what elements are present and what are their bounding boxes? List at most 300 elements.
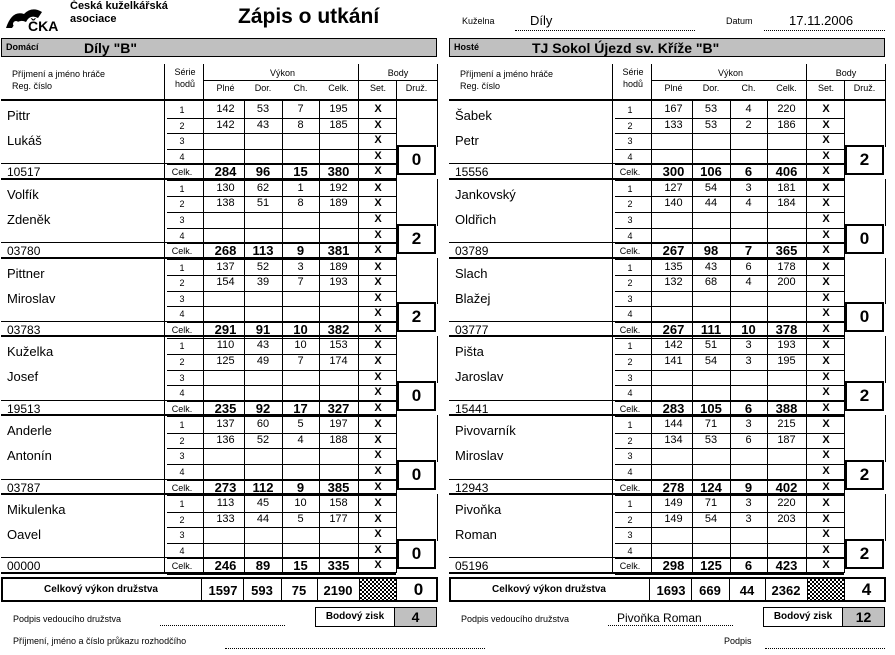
player-firstname: Josef	[7, 369, 39, 385]
set-x-mark: X	[822, 244, 830, 257]
col-serie-label: Série	[174, 67, 196, 77]
col-serie-label: Série	[622, 67, 644, 77]
header-divider	[651, 80, 806, 81]
column-divider	[612, 336, 613, 415]
player-reg-number: 03787	[7, 480, 41, 495]
player-surname: Jankovský	[455, 186, 516, 202]
serie-value: 5	[297, 512, 304, 525]
total-row-line	[449, 321, 844, 322]
serie-value: 141	[664, 354, 683, 367]
cka-logo	[2, 2, 64, 34]
column-divider	[612, 494, 613, 573]
total-value: 112	[252, 479, 274, 495]
total-value: 113	[252, 243, 274, 259]
column-divider	[282, 494, 283, 573]
serie-value: 137	[216, 418, 235, 431]
celk-label: Celk.	[619, 482, 641, 493]
total-row-line	[1, 242, 396, 243]
set-x-mark: X	[822, 149, 830, 162]
summary-points: 4	[861, 580, 872, 599]
column-divider	[806, 100, 807, 179]
player-reg-number: 05196	[455, 559, 489, 574]
set-x-mark: X	[374, 244, 382, 257]
serie-number: 2	[179, 356, 185, 367]
set-x-mark: X	[822, 543, 830, 556]
serie-value: 130	[216, 181, 235, 194]
player-block	[1, 336, 438, 415]
serie-value: 137	[216, 260, 235, 273]
set-x-mark: X	[374, 228, 382, 241]
celk-label: Celk.	[171, 167, 193, 178]
home-team-name: Díly "B"	[84, 40, 137, 56]
serie-value: 39	[256, 276, 270, 289]
player-reg-number: 03777	[455, 322, 489, 337]
serie-value: 127	[664, 181, 683, 194]
column-divider	[164, 258, 165, 337]
celk-label: Celk.	[619, 403, 641, 414]
player-reg-number: 03783	[7, 322, 41, 337]
total-value: 267	[662, 321, 685, 337]
column-divider	[282, 100, 283, 179]
summary-value: 593	[251, 583, 273, 598]
column-divider	[437, 179, 438, 226]
away-sign-line	[608, 625, 733, 626]
set-x-mark: X	[374, 149, 382, 162]
serie-value: 142	[216, 103, 235, 115]
total-value: 6	[744, 400, 753, 416]
column-divider	[692, 179, 693, 258]
serie-value: 135	[664, 260, 683, 273]
row-divider	[615, 574, 844, 575]
column-divider	[651, 179, 652, 258]
set-x-mark: X	[374, 497, 382, 509]
set-x-mark: X	[374, 480, 382, 493]
player-reg-number: 03789	[455, 244, 489, 259]
column-divider	[767, 179, 768, 258]
header-divider	[612, 64, 613, 99]
serie-number: 3	[179, 293, 185, 304]
set-x-mark: X	[374, 433, 382, 446]
serie-value: 142	[216, 118, 235, 131]
serie-value: 178	[777, 260, 796, 273]
serie-number: 1	[627, 183, 633, 194]
summary-value: 1597	[208, 583, 238, 598]
column-divider	[358, 100, 359, 179]
total-row-line	[449, 163, 844, 164]
set-x-mark: X	[822, 449, 830, 462]
away-sign-value: Pivoňka Roman	[617, 611, 702, 625]
col-plne-label: Plné	[216, 83, 235, 93]
col-body-label: Body	[835, 68, 857, 78]
set-x-mark: X	[374, 322, 382, 335]
total-value: 298	[662, 558, 685, 574]
column-divider	[692, 258, 693, 337]
serie-value: 220	[777, 103, 796, 115]
set-x-mark: X	[822, 464, 830, 477]
column-divider	[319, 415, 320, 494]
row-divider	[167, 574, 396, 575]
player-reg-number: 15556	[455, 165, 489, 180]
player-block	[449, 179, 886, 258]
serie-value: 203	[777, 512, 796, 525]
datum-underline	[764, 30, 885, 31]
player-surname: Volfík	[7, 186, 39, 202]
serie-number: 3	[179, 451, 185, 462]
serie-value: 53	[704, 433, 718, 446]
set-x-mark: X	[822, 433, 830, 446]
set-x-mark: X	[374, 103, 382, 115]
team-points-box: 2	[845, 460, 884, 490]
serie-value: 188	[329, 433, 348, 446]
column-divider	[730, 494, 731, 573]
serie-value: 5	[297, 418, 304, 431]
serie-number: 3	[179, 214, 185, 225]
set-x-mark: X	[374, 418, 382, 431]
column-divider	[358, 336, 359, 415]
player-surname: Pivovarník	[455, 423, 516, 439]
set-x-mark: X	[822, 339, 830, 352]
serie-number: 4	[627, 466, 633, 477]
column-divider	[692, 100, 693, 179]
set-x-mark: X	[374, 134, 382, 147]
column-divider	[612, 415, 613, 494]
col-set-label: Set.	[369, 83, 386, 93]
total-value: 300	[662, 164, 685, 180]
away-summary-row	[449, 577, 886, 602]
total-value: 382	[327, 321, 350, 337]
column-divider	[319, 336, 320, 415]
serie-number: 4	[627, 309, 633, 320]
summary-divider	[844, 579, 845, 600]
serie-number: 1	[627, 105, 633, 115]
serie-number: 1	[179, 341, 185, 352]
celk-label: Celk.	[619, 167, 641, 178]
celk-label: Celk.	[171, 246, 193, 257]
set-x-mark: X	[374, 464, 382, 477]
player-firstname: Miroslav	[455, 448, 504, 464]
set-x-mark: X	[822, 354, 830, 367]
column-divider	[767, 100, 768, 179]
total-value: 9	[296, 243, 305, 259]
serie-value: 10	[294, 497, 307, 509]
column-divider	[692, 336, 693, 415]
total-value: 267	[662, 243, 685, 259]
column-divider	[806, 336, 807, 415]
column-divider	[164, 336, 165, 415]
set-x-mark: X	[374, 449, 382, 462]
player-surname: Kuželka	[7, 344, 54, 360]
serie-value: 134	[664, 433, 683, 446]
total-value: 98	[703, 243, 719, 259]
away-side-label: Hosté	[454, 42, 480, 52]
org-name-line1: Česká kuželkářská	[70, 0, 168, 12]
column-divider	[730, 100, 731, 179]
serie-value: 3	[745, 512, 752, 525]
serie-value: 53	[704, 103, 718, 115]
set-x-mark: X	[822, 181, 830, 194]
set-x-mark: X	[374, 339, 382, 352]
serie-value: 149	[664, 497, 683, 509]
serie-number: 3	[627, 136, 633, 147]
column-divider	[651, 100, 652, 179]
total-row-line	[1, 163, 396, 164]
column-divider	[319, 179, 320, 258]
player-firstname: Roman	[455, 527, 497, 542]
home-side-label: Domácí	[6, 42, 39, 52]
column-divider	[885, 415, 886, 462]
away-table-header	[449, 64, 886, 101]
player-firstname: Zdeněk	[7, 211, 51, 227]
summary-points: 0	[413, 580, 424, 599]
serie-number: 3	[179, 372, 185, 383]
celk-label: Celk.	[171, 324, 193, 335]
column-divider	[164, 100, 165, 179]
header-divider	[437, 64, 438, 99]
away-bodovy-zisk-label: Bodový zisk	[763, 607, 843, 627]
total-row-line	[449, 400, 844, 401]
summary-value: 1693	[656, 583, 686, 598]
serie-number: 1	[179, 262, 185, 273]
serie-value: 52	[256, 260, 270, 273]
set-x-mark: X	[822, 197, 830, 210]
summary-label: Celkový výkon družstva	[492, 584, 606, 595]
set-x-mark: X	[822, 559, 830, 572]
celk-label: Celk.	[171, 403, 193, 414]
serie-value: 7	[297, 276, 304, 289]
home-sign-line	[160, 625, 285, 626]
serie-number: 4	[179, 388, 185, 399]
serie-number: 4	[179, 230, 185, 241]
total-value: 17	[293, 400, 308, 416]
column-divider	[437, 336, 438, 383]
total-row-line	[449, 242, 844, 243]
col-ch-label: Ch.	[741, 83, 756, 93]
serie-value: 43	[256, 118, 270, 131]
col-celk-label: Celk.	[328, 83, 349, 93]
set-x-mark: X	[822, 418, 830, 431]
total-value: 91	[255, 321, 271, 337]
serie-value: 136	[216, 433, 235, 446]
serie-value: 44	[704, 197, 718, 210]
column-divider	[319, 494, 320, 573]
column-divider	[319, 100, 320, 179]
player-reg-number: 15441	[455, 401, 489, 416]
away-panel	[449, 64, 886, 574]
player-firstname: Oavel	[7, 527, 41, 542]
total-value: 246	[214, 558, 237, 574]
celk-label: Celk.	[619, 561, 641, 572]
player-surname: Pivoňka	[455, 502, 502, 517]
serie-value: 53	[256, 103, 270, 115]
serie-value: 51	[256, 197, 270, 210]
column-divider	[203, 179, 204, 258]
header-divider	[396, 81, 397, 99]
away-sign-label: Podpis vedoucího družstva	[461, 614, 570, 624]
serie-value: 174	[329, 354, 348, 367]
serie-number: 4	[179, 466, 185, 477]
player-firstname: Antonín	[7, 448, 52, 464]
team-points-box: 2	[397, 224, 436, 254]
serie-value: 197	[329, 418, 348, 431]
player-surname: Pittr	[7, 108, 31, 123]
serie-value: 149	[664, 512, 683, 525]
serie-value: 52	[256, 433, 270, 446]
team-points-box: 0	[397, 145, 436, 175]
col-player-label: Příjmení a jméno hráče	[460, 69, 554, 79]
col-body-label: Body	[387, 68, 409, 78]
total-value: 124	[700, 479, 722, 495]
celk-label: Celk.	[619, 246, 641, 257]
player-surname: Anderle	[7, 423, 52, 439]
header-divider	[164, 64, 165, 99]
serie-number: 1	[179, 499, 185, 509]
column-divider	[203, 415, 204, 494]
total-row-line	[449, 557, 844, 558]
serie-value: 138	[216, 197, 235, 210]
total-value: 6	[744, 164, 753, 180]
column-divider	[767, 494, 768, 573]
column-divider	[730, 415, 731, 494]
serie-value: 184	[777, 197, 796, 210]
column-divider	[730, 336, 731, 415]
team-points-box: 2	[845, 539, 884, 569]
column-divider	[203, 258, 204, 337]
column-divider	[203, 494, 204, 573]
total-value: 9	[744, 479, 753, 495]
team-points-box: 2	[845, 145, 884, 175]
serie-value: 200	[777, 276, 796, 289]
column-divider	[806, 258, 807, 337]
set-x-mark: X	[822, 528, 830, 541]
serie-value: 181	[777, 181, 796, 194]
header-divider	[806, 64, 807, 99]
serie-number: 3	[179, 136, 185, 147]
serie-value: 6	[745, 433, 752, 446]
serie-value: 189	[329, 197, 348, 210]
set-x-mark: X	[374, 559, 382, 572]
player-reg-number: 10517	[7, 165, 41, 180]
total-value: 10	[741, 321, 756, 337]
column-divider	[651, 336, 652, 415]
home-panel	[1, 64, 438, 574]
set-x-mark: X	[374, 165, 382, 178]
serie-number: 2	[179, 199, 185, 210]
serie-value: 62	[256, 181, 270, 194]
serie-number: 3	[627, 372, 633, 383]
total-value: 378	[775, 321, 798, 337]
serie-value: 153	[329, 339, 348, 352]
column-divider	[651, 494, 652, 573]
serie-value: 1	[297, 181, 304, 194]
total-value: 268	[214, 243, 237, 259]
serie-value: 133	[216, 512, 235, 525]
summary-value: 2190	[323, 583, 353, 598]
header-divider	[358, 80, 437, 81]
column-divider	[203, 336, 204, 415]
player-firstname: Miroslav	[7, 290, 56, 306]
serie-value: 177	[329, 512, 348, 525]
column-divider	[651, 415, 652, 494]
header-divider	[651, 64, 652, 99]
serie-number: 1	[179, 183, 185, 194]
serie-number: 2	[627, 356, 633, 367]
total-value: 7	[744, 243, 753, 259]
away-team-name: TJ Sokol Újezd sv. Kříže "B"	[532, 40, 720, 56]
total-value: 105	[700, 400, 722, 416]
column-divider	[730, 258, 731, 337]
column-divider	[244, 179, 245, 258]
home-bodovy-zisk-label: Bodový zisk	[315, 607, 395, 627]
set-x-mark: X	[374, 197, 382, 210]
summary-value: 669	[699, 583, 721, 598]
player-firstname: Blažej	[455, 290, 491, 306]
column-divider	[244, 100, 245, 179]
col-celk-label: Celk.	[776, 83, 797, 93]
serie-value: 192	[329, 181, 348, 194]
serie-value: 49	[256, 354, 270, 367]
summary-divider	[396, 579, 397, 600]
serie-value: 167	[664, 103, 683, 115]
serie-value: 3	[745, 354, 752, 367]
total-value: 89	[255, 558, 271, 574]
player-block	[449, 494, 886, 573]
serie-value: 4	[745, 276, 752, 289]
serie-number: 1	[627, 420, 633, 431]
serie-value: 7	[297, 354, 304, 367]
player-reg-number: 00000	[7, 559, 41, 574]
away-team-bar	[449, 38, 885, 57]
summary-label: Celkový výkon družstva	[44, 584, 158, 595]
column-divider	[358, 258, 359, 337]
player-firstname: Lukáš	[7, 133, 42, 148]
serie-value: 3	[745, 181, 752, 194]
column-divider	[885, 494, 886, 541]
col-plne-label: Plné	[664, 83, 683, 93]
player-surname: Pišta	[455, 344, 484, 360]
serie-number: 1	[179, 105, 185, 115]
player-surname: Mikulenka	[7, 502, 66, 517]
header-divider	[806, 80, 885, 81]
serie-value: 215	[777, 418, 796, 431]
set-x-mark: X	[822, 322, 830, 335]
serie-value: 154	[216, 276, 235, 289]
serie-value: 51	[704, 339, 718, 352]
column-divider	[244, 494, 245, 573]
set-x-mark: X	[822, 165, 830, 178]
column-divider	[164, 179, 165, 258]
serie-number: 3	[179, 530, 185, 541]
set-x-mark: X	[822, 276, 830, 289]
set-x-mark: X	[374, 212, 382, 225]
total-value: 125	[700, 558, 722, 574]
col-set-label: Set.	[817, 83, 834, 93]
column-divider	[244, 415, 245, 494]
set-x-mark: X	[822, 370, 830, 383]
total-value: 385	[327, 479, 350, 495]
column-divider	[692, 415, 693, 494]
col-druz-label: Druž.	[405, 83, 428, 93]
serie-value: 71	[704, 497, 718, 509]
serie-value: 195	[777, 354, 796, 367]
serie-value: 189	[329, 260, 348, 273]
kuzelna-value: Díly	[530, 13, 553, 28]
home-team-bar	[1, 38, 437, 57]
set-x-mark: X	[822, 260, 830, 273]
set-x-mark: X	[822, 307, 830, 320]
serie-number: 4	[627, 230, 633, 241]
total-value: 111	[700, 321, 722, 337]
player-block	[449, 258, 886, 337]
